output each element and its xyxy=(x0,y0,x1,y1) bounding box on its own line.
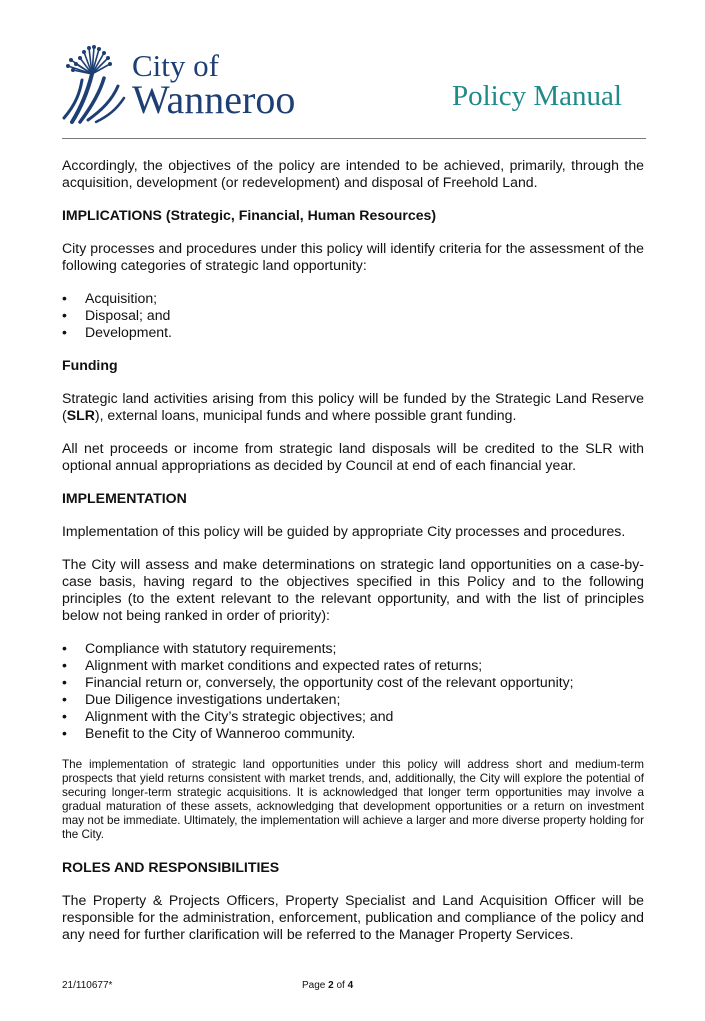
list-item: • Disposal; and xyxy=(62,307,171,323)
roles-paragraph: The Property & Projects Officers, Property Specialist and Land Acquisition Officer will be responsible for the administration, enforcement, publication and compliance of the policy and any need for further clarification will be referred to the Manager Property Services. xyxy=(62,892,644,942)
list-item: • Alignment with market conditions and expected rates of returns; xyxy=(62,657,483,673)
roles-heading: ROLES AND RESPONSIBILITIES xyxy=(62,859,280,875)
funding-heading: Funding xyxy=(62,357,118,373)
proceeds-paragraph: All net proceeds or income from strategic land disposals will be credited to the SLR with optional annual appropriations as decided by Council at end of each financial year. xyxy=(62,440,644,473)
bullet-icon: • xyxy=(62,708,67,724)
bullet-icon: • xyxy=(62,691,67,707)
document-body xyxy=(62,157,644,959)
implementation-paragraph: Implementation of this policy will be guided by appropriate City processes and procedures. xyxy=(62,523,626,539)
funding-paragraph: Strategic land activities arising from this policy will be funded by the Strategic Land Reserve (SLR), external loans, municipal funds and where possible grant funding. xyxy=(62,390,644,423)
categories-list xyxy=(62,290,644,341)
implications-heading: IMPLICATIONS (Strategic, Financial, Human Resources) xyxy=(62,207,437,223)
slr-abbreviation: SLR xyxy=(66,407,95,423)
document-reference: 21/110677* xyxy=(62,980,113,991)
page-number: Page 2 of 4 xyxy=(302,980,354,991)
logo-city-of-text: City of xyxy=(132,48,219,83)
list-item: • Compliance with statutory requirements; xyxy=(62,640,337,656)
list-item: • Acquisition; xyxy=(62,290,158,306)
bullet-icon: • xyxy=(62,307,67,323)
intro-paragraph: Accordingly, the objectives of the policy are intended to be achieved, primarily, through the acquisition, development (or redevelopment) and disposal of Freehold Land. xyxy=(62,157,644,190)
wanneroo-flower-icon xyxy=(58,40,130,125)
list-item: • Financial return or, conversely, the opportunity cost of the relevant opportunity; xyxy=(62,674,574,690)
list-item: • Benefit to the City of Wanneroo community. xyxy=(62,725,356,741)
list-item: • Due Diligence investigations undertaken; xyxy=(62,691,341,707)
implications-paragraph: City processes and procedures under this policy will identify criteria for the assessment of the following categories of strategic land opportunity: xyxy=(62,240,644,273)
bullet-icon: • xyxy=(62,324,67,340)
bullet-icon: • xyxy=(62,725,67,741)
list-item: • Development. xyxy=(62,324,172,340)
implementation-heading: IMPLEMENTATION xyxy=(62,490,187,506)
policy-manual-title: Policy Manual xyxy=(452,80,622,112)
strategic-opportunities-paragraph: The implementation of strategic land opportunities under this policy will address short and medium-term prospects that yield returns consistent with market trends, and, additionally, the City will explore the potential of securing longer-term strategic acquisitions. It is acknowledged that longer term opportunities may involve a gradual maturation of these assets, acknowledging that development opportunities or a return on investment may not be immediate. Ultimately, the implementation will achieve a larger and more diverse property holding for the City. xyxy=(62,758,644,841)
city-of-wanneroo-logo xyxy=(58,40,328,125)
principles-list xyxy=(62,640,644,742)
bullet-icon: • xyxy=(62,290,67,306)
bullet-icon: • xyxy=(62,674,67,690)
header-divider xyxy=(62,138,646,139)
page-header xyxy=(0,0,705,140)
assessment-paragraph: The City will assess and make determinations on strategic land opportunities on a case-by-case basis, having regard to the objectives specified in this Policy and to the following principles (to the extent relevant to the relevant opportunity, and with the list of principles below not being ranked in order of priority): xyxy=(62,556,644,623)
bullet-icon: • xyxy=(62,640,67,656)
logo-wanneroo-text: Wanneroo xyxy=(132,77,296,122)
list-item: • Alignment with the City’s strategic objectives; and xyxy=(62,708,394,724)
bullet-icon: • xyxy=(62,657,67,673)
